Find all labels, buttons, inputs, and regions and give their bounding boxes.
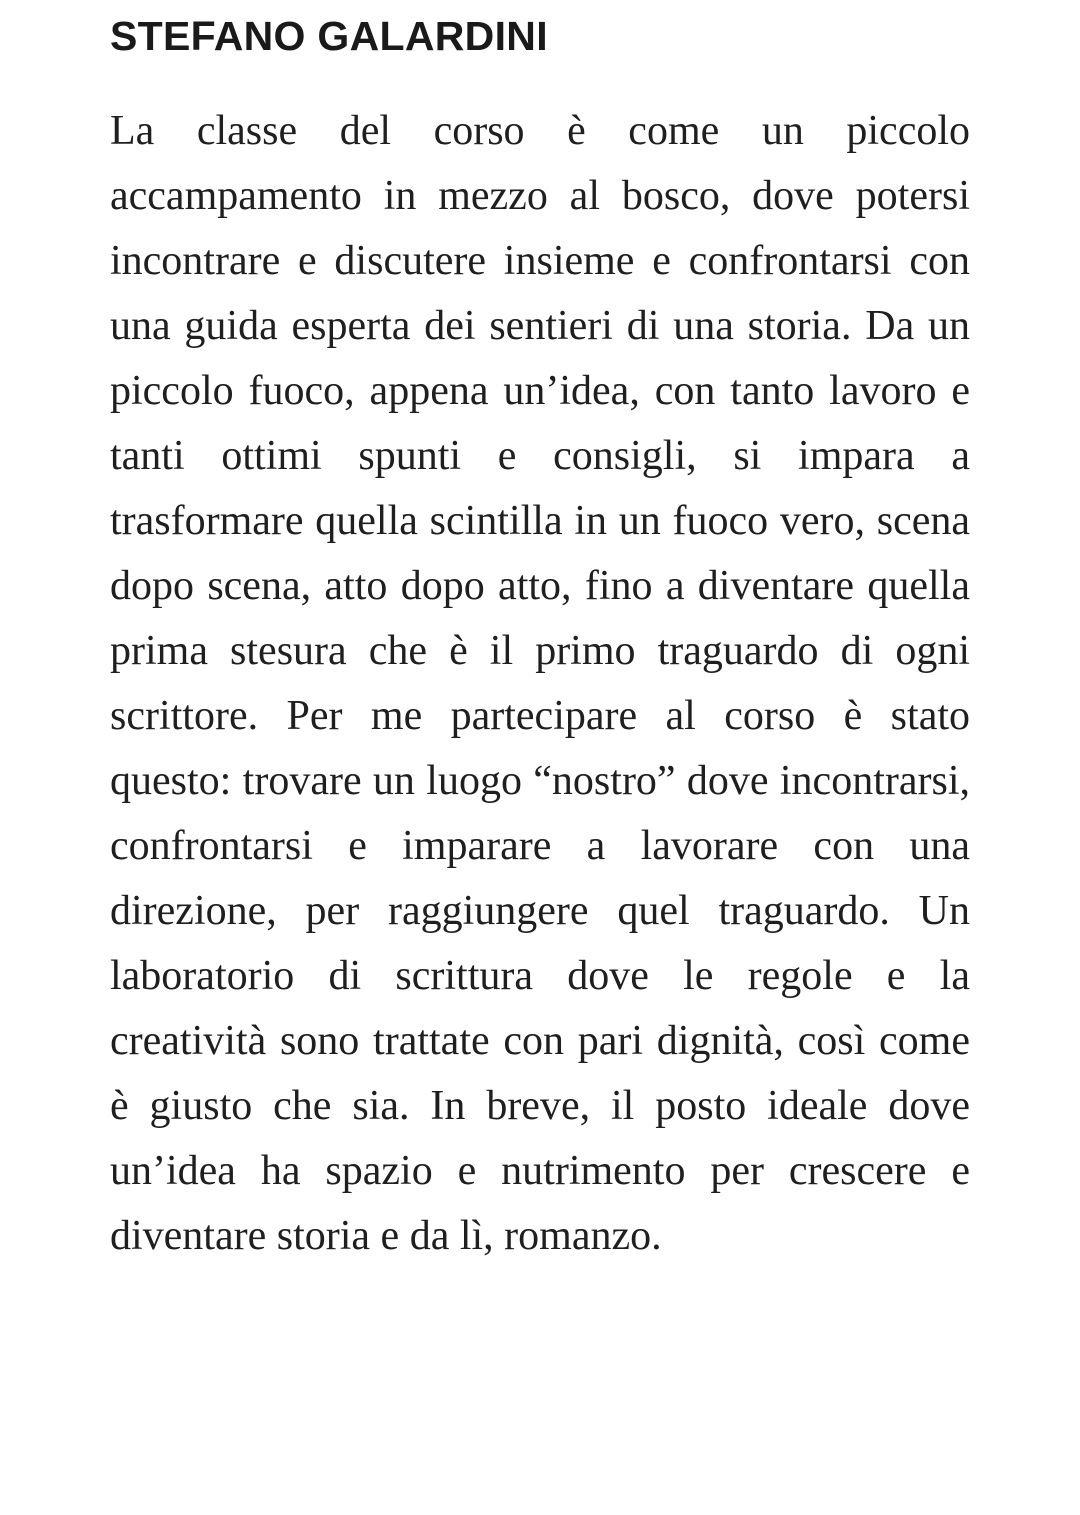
author-name: STEFANO GALARDINI bbox=[110, 13, 548, 59]
testimonial-text: La classe del corso è come un piccolo accampamento in mezzo al bosco, dove potersi incontrare e discutere insieme e confrontarsi con una guida esperta dei sentieri di una storia. Da un piccolo fuoco, appena un’idea, con tanto lavoro e tanti ottimi spunti e consigli, si impara a trasformare quella scintilla in un fuoco vero, scena dopo scena, atto dopo atto, fino a diventare quella prima stesura che è il primo traguardo di ogni scrittore. Per me partecipare al corso è stato questo: trovare un luogo “nostro” dove incontrarsi, confrontarsi e imparare a lavorare con una direzione, per raggiungere quel traguardo. Un laboratorio di scrittura dove le regole e la creatività sono trattate con pari dignità, così come è giusto che sia. In breve, il posto ideale dove un’idea ha spazio e nutrimento per crescere e diventare storia e da lì, romanzo. bbox=[110, 108, 970, 1259]
testimonial-card bbox=[110, 0, 970, 1269]
